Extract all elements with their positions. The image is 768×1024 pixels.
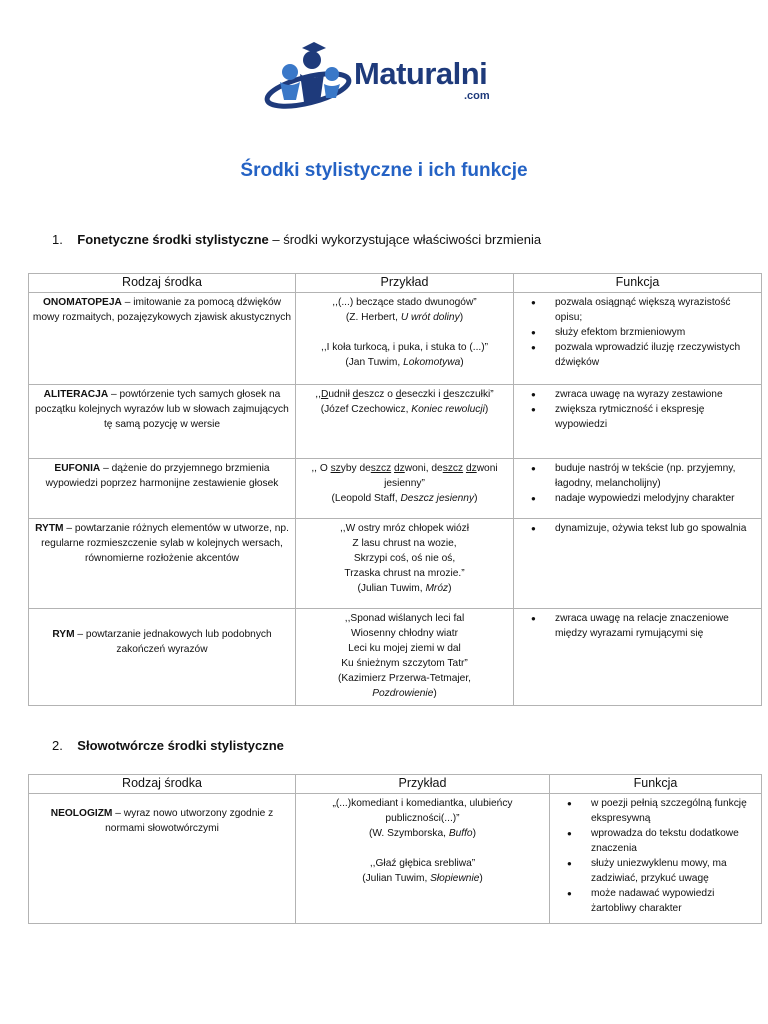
section-1-heading	[52, 232, 541, 247]
function-item: ● wprowadza do tekstu dodatkowe znaczenia	[553, 826, 758, 856]
example-quote: „(...)komediant i komediantka, ulubieńcy publiczności(...)”	[332, 798, 513, 824]
table-row	[29, 293, 762, 385]
example-line: ,,Sponad wiślanych leci fal	[344, 613, 465, 624]
table-row	[29, 609, 762, 706]
section-number: 1.	[52, 232, 63, 247]
example-cell	[296, 459, 514, 519]
example-cell	[296, 293, 514, 385]
example-quote: ,,I koła turkocą, i puka, i stuka to (...)”	[320, 342, 489, 353]
example-author: (W. Szymborska,	[368, 828, 449, 839]
column-header: Przykład	[296, 274, 514, 293]
example-work: Buffo	[448, 828, 473, 839]
device-definition: – powtórzenie tych samych głosek na początku kolejnych wyrazów lub w słowach zajmujących tę samą pozycję w wersie	[35, 389, 289, 430]
function-item: ● pozwala osiągnąć większą wyrazistość opisu;	[517, 295, 758, 325]
function-item: ● służy efektom brzmieniowym	[517, 325, 758, 340]
column-header: Funkcja	[550, 775, 762, 794]
example-work: Mróz	[425, 583, 449, 594]
example-cell	[296, 519, 514, 609]
example-line: Z lasu chrust na wozie,	[352, 538, 457, 549]
section-number: 2.	[52, 738, 63, 753]
example-line: Wiosenny chłodny wiatr	[350, 628, 458, 639]
function-item: ● służy uniezwyklenu mowy, ma zadziwiać, przykuć uwagę	[553, 856, 758, 886]
function-cell	[514, 609, 762, 706]
example-cell	[296, 794, 550, 924]
example-source: (Julian Tuwim, Słopiewnie)	[362, 873, 483, 884]
function-cell	[514, 293, 762, 385]
phonetic-devices-table	[28, 273, 762, 706]
device-term: RYTM	[35, 523, 64, 534]
function-cell	[514, 385, 762, 459]
device-definition: – powtarzanie różnych elementów w utworze, np. regularne rozmieszczenie sylab w kolejnych wersach, równomierne rozłożenie akcentów	[41, 523, 289, 564]
device-term: ONOMATOPEJA	[43, 297, 122, 308]
example-quote: ,,Głaź głębica srebliwa”	[369, 858, 476, 869]
example-line: Trzaska chrust na mrozie.”	[344, 568, 465, 579]
function-cell	[550, 794, 762, 924]
column-header: Funkcja	[514, 274, 762, 293]
device-term: ALITERACJA	[43, 389, 109, 400]
example-author: (Julian Tuwim,	[362, 873, 431, 884]
example-line: Skrzypi coś, oś nie oś,	[353, 553, 456, 564]
table-header-row	[29, 274, 762, 293]
column-header: Rodzaj środka	[29, 274, 296, 293]
example-work: Lokomotywa	[403, 357, 461, 368]
logo-wordmark: Maturalni	[354, 56, 488, 91]
example-quote: ,,(...) beczące stado dwunogów”	[332, 297, 477, 308]
example-source: (Z. Herbert, U wrót doliny)	[345, 312, 464, 323]
example-source: (Leopold Staff, Deszcz jesienny)	[331, 493, 478, 504]
example-work: Słopiewnie	[430, 873, 480, 884]
example-quote: ,,Dudnił deszcz o deseczki i deszczułki”	[315, 389, 494, 400]
example-author: (Julian Tuwim,	[357, 583, 426, 594]
example-author: (Leopold Staff,	[331, 493, 401, 504]
example-author: (Jan Tuwim,	[345, 357, 404, 368]
device-definition: – powtarzanie jednakowych lub podobnych zakończeń wyrazów	[74, 629, 272, 655]
device-term: EUFONIA	[54, 463, 101, 474]
section-heading-rest: – środki wykorzystujące właściwości brzmienia	[268, 232, 542, 247]
example-source: (Jan Tuwim, Lokomotywa)	[345, 357, 464, 368]
example-cell	[296, 609, 514, 706]
example-work: Pozdrowienie	[372, 688, 434, 699]
function-item: ● pozwala wprowadzić iluzję rzeczywistych dźwięków	[517, 340, 758, 370]
device-cell	[29, 293, 296, 385]
device-cell	[29, 609, 296, 706]
device-cell	[29, 459, 296, 519]
example-author: (Kazimierz Przerwa-Tetmajer,	[337, 673, 472, 684]
column-header: Przykład	[296, 775, 550, 794]
device-cell	[29, 519, 296, 609]
logo	[262, 38, 512, 118]
device-definition: – imitowanie za pomocą dźwięków mowy rozmaitych, pozajęzykowych zjawisk akustycznych	[32, 297, 292, 323]
function-item: ● dynamizuje, ożywia tekst lub go spowalnia	[517, 521, 758, 536]
example-source: Pozdrowienie)	[372, 688, 437, 699]
example-work: Koniec rewolucji	[411, 404, 485, 415]
device-definition: – wyraz nowo utworzony zgodnie z normami słowotwórczymi	[105, 808, 274, 834]
example-source: (Julian Tuwim, Mróz)	[357, 583, 452, 594]
logo-suffix: .com	[464, 90, 490, 102]
section-2-heading	[52, 738, 284, 753]
function-item: ● zwiększa rytmiczność i ekspresję wypowiedzi	[517, 402, 758, 432]
column-header: Rodzaj środka	[29, 775, 296, 794]
function-item: ● zwraca uwagę na wyrazy zestawione	[517, 387, 758, 402]
table-row	[29, 794, 762, 924]
function-item: ● nadaje wypowiedzi melodyjny charakter	[517, 491, 758, 506]
table-row	[29, 459, 762, 519]
table-row	[29, 519, 762, 609]
device-cell	[29, 794, 296, 924]
example-source: (W. Szymborska, Buffo)	[368, 828, 477, 839]
example-source: (Józef Czechowicz, Koniec rewolucji)	[320, 404, 489, 415]
example-line: ,,W ostry mróz chłopek wiózł	[339, 523, 470, 534]
function-item: ● w poezji pełnią szczególną funkcję ekspresywną	[553, 796, 758, 826]
device-term: NEOLOGIZM	[50, 808, 113, 819]
example-cell	[296, 385, 514, 459]
example-author: (Z. Herbert,	[345, 312, 401, 323]
example-line: Ku śnieżnym szczytom Tatr”	[341, 658, 468, 669]
example-line: Leci ku mojej ziemi w dal	[348, 643, 461, 654]
example-work: U wrót doliny	[400, 312, 460, 323]
table-row	[29, 385, 762, 459]
function-cell	[514, 519, 762, 609]
section-heading-bold: Słowotwórcze środki stylistyczne	[77, 738, 284, 753]
maturalni-emblem-icon	[262, 38, 354, 118]
device-cell	[29, 385, 296, 459]
table-header-row	[29, 775, 762, 794]
function-item: ● buduje nastrój w tekście (np. przyjemny, łagodny, melancholijny)	[517, 461, 758, 491]
device-term: RYM	[52, 629, 75, 640]
page-title: Środki stylistyczne i ich funkcje	[240, 160, 528, 181]
function-item: ● zwraca uwagę na relacje znaczeniowe między wyrazami rymującymi się	[517, 611, 758, 641]
example-author: (Józef Czechowicz,	[320, 404, 412, 415]
section-heading-bold: Fonetyczne środki stylistyczne	[77, 232, 269, 247]
device-definition: – dążenie do przyjemnego brzmienia wypowiedzi poprzez harmonijne zestawienie głosek	[45, 463, 279, 489]
example-work: Deszcz jesienny	[400, 493, 475, 504]
example-quote: ,, O szyby deszcz dzwoni, deszcz dzwoni jesienny”	[311, 463, 498, 489]
word-formation-devices-table	[28, 774, 762, 924]
function-cell	[514, 459, 762, 519]
function-item: ● może nadawać wypowiedzi żartobliwy charakter	[553, 886, 758, 916]
